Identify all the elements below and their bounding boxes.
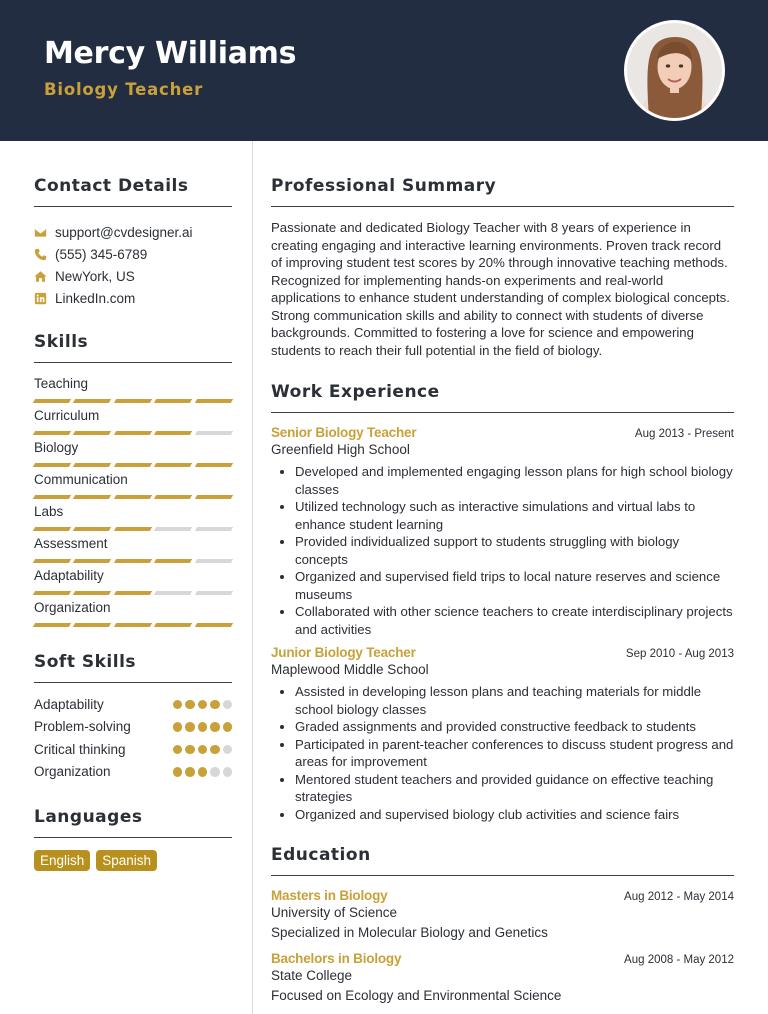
skill-level-bar bbox=[73, 527, 112, 531]
skills-section bbox=[34, 332, 232, 629]
skill-level-bar bbox=[33, 399, 72, 403]
skill-bars bbox=[34, 527, 232, 531]
section-title-education: Education bbox=[271, 845, 734, 876]
skill-level-bar bbox=[114, 431, 153, 435]
contact-phone[interactable] bbox=[34, 243, 232, 265]
soft-skill-dot bbox=[198, 700, 208, 710]
summary-section bbox=[271, 176, 734, 359]
contact-email[interactable] bbox=[34, 221, 232, 243]
soft-skill-dots bbox=[173, 745, 233, 755]
degree-title: Masters in Biology bbox=[271, 888, 388, 903]
soft-skill-dot bbox=[173, 767, 183, 777]
education-description: Focused on Ecology and Environmental Science bbox=[271, 988, 562, 1003]
soft-skill-dot bbox=[185, 700, 195, 710]
contact-location bbox=[34, 265, 232, 287]
soft-skill-item bbox=[34, 693, 232, 716]
candidate-title: Biology Teacher bbox=[44, 80, 204, 99]
job-bullet: • Developed and implemented engaging lesson plans for high school biology classes bbox=[295, 463, 734, 498]
skill-level-bar bbox=[194, 399, 233, 403]
soft-skill-dot bbox=[185, 722, 195, 732]
skill-label: Labs bbox=[34, 504, 64, 519]
contact-linkedin-text: LinkedIn.com bbox=[55, 290, 136, 306]
right-column bbox=[271, 141, 734, 1003]
skill-level-bar bbox=[194, 463, 233, 467]
skill-label: Assessment bbox=[34, 536, 108, 551]
soft-skills-section bbox=[34, 652, 232, 783]
skill-level-bar bbox=[154, 463, 193, 467]
soft-skill-dot bbox=[173, 745, 183, 755]
section-title-soft-skills: Soft Skills bbox=[34, 652, 232, 683]
candidate-name: Mercy Williams bbox=[44, 36, 297, 71]
job-bullet: • Mentored student teachers and provided guidance on effective teaching strategies bbox=[295, 771, 734, 806]
soft-skill-dot bbox=[210, 722, 220, 732]
soft-skill-dots bbox=[173, 722, 233, 732]
job-bullets bbox=[271, 683, 734, 823]
skill-level-bar bbox=[33, 495, 72, 499]
education-header bbox=[271, 951, 734, 966]
section-title-skills: Skills bbox=[34, 332, 232, 363]
skill-level-bar bbox=[194, 591, 233, 595]
soft-skill-item bbox=[34, 716, 232, 739]
soft-skill-item bbox=[34, 761, 232, 784]
education-date: Aug 2012 - May 2014 bbox=[624, 891, 734, 903]
skill-item bbox=[34, 405, 232, 437]
contact-list bbox=[34, 221, 232, 309]
envelope-icon bbox=[34, 226, 55, 239]
soft-skill-dot bbox=[198, 745, 208, 755]
job-bullet: • Provided individualized support to students struggling with biology concepts bbox=[295, 533, 734, 568]
skill-item bbox=[34, 597, 232, 629]
section-title-contact: Contact Details bbox=[34, 176, 232, 207]
soft-skill-dot bbox=[223, 722, 233, 732]
soft-skill-dot bbox=[223, 767, 233, 777]
soft-skill-dot bbox=[198, 722, 208, 732]
soft-skill-dot bbox=[173, 700, 183, 710]
job-date: Aug 2013 - Present bbox=[634, 428, 734, 440]
contact-phone-text: (555) 345-6789 bbox=[55, 246, 148, 262]
school-name: University of Science bbox=[271, 905, 398, 920]
education-entry bbox=[271, 951, 734, 1003]
language-badge: Spanish bbox=[96, 850, 157, 871]
section-title-experience: Work Experience bbox=[271, 382, 734, 413]
skill-level-bar bbox=[73, 623, 112, 627]
resume-header bbox=[0, 0, 768, 141]
skill-level-bar bbox=[194, 559, 233, 563]
soft-skill-dot bbox=[210, 700, 220, 710]
soft-skill-label: Organization bbox=[34, 764, 111, 780]
contact-email-text: support@cvdesigner.ai bbox=[55, 224, 193, 240]
skill-level-bar bbox=[114, 463, 153, 467]
education-section bbox=[271, 845, 734, 1003]
skill-level-bar bbox=[73, 591, 112, 595]
skill-level-bar bbox=[114, 591, 153, 595]
skill-level-bar bbox=[114, 495, 153, 499]
skill-bars bbox=[34, 623, 232, 627]
skill-label: Organization bbox=[34, 600, 111, 615]
profile-photo bbox=[627, 23, 722, 118]
skill-item bbox=[34, 469, 232, 501]
skill-level-bar bbox=[33, 559, 72, 563]
skill-level-bar bbox=[73, 463, 112, 467]
contact-section bbox=[34, 176, 232, 309]
skill-item bbox=[34, 533, 232, 565]
skill-bars bbox=[34, 559, 232, 563]
skill-item bbox=[34, 501, 232, 533]
skill-level-bar bbox=[73, 399, 112, 403]
job-organization: Greenfield High School bbox=[271, 442, 410, 457]
soft-skill-dot bbox=[210, 767, 220, 777]
skill-bars bbox=[34, 399, 232, 403]
soft-skill-dot bbox=[210, 745, 220, 755]
skill-label: Adaptability bbox=[34, 568, 104, 583]
linkedin-icon bbox=[34, 292, 55, 305]
job-title: Junior Biology Teacher bbox=[271, 645, 416, 660]
skill-level-bar bbox=[73, 431, 112, 435]
job-bullet: • Organized and supervised field trips to local nature reserves and science museums bbox=[295, 568, 734, 603]
skills-list bbox=[34, 373, 232, 629]
skill-item bbox=[34, 437, 232, 469]
skill-level-bar bbox=[154, 399, 193, 403]
home-icon bbox=[34, 270, 55, 283]
skill-level-bar bbox=[154, 495, 193, 499]
soft-skill-label: Problem-solving bbox=[34, 719, 131, 735]
skill-bars bbox=[34, 463, 232, 467]
job-title: Senior Biology Teacher bbox=[271, 425, 417, 440]
skill-level-bar bbox=[33, 527, 72, 531]
education-header bbox=[271, 888, 734, 903]
job-entry bbox=[271, 425, 734, 638]
soft-skill-dot bbox=[185, 745, 195, 755]
job-bullet: • Collaborated with other science teachers to create interdisciplinary projects and activities bbox=[295, 603, 734, 638]
skill-level-bar bbox=[33, 591, 72, 595]
column-divider bbox=[252, 141, 253, 1014]
skill-level-bar bbox=[33, 623, 72, 627]
job-bullets bbox=[271, 463, 734, 638]
experience-section bbox=[271, 382, 734, 823]
job-bullet: • Participated in parent-teacher conferences to discuss student progress and areas for improvement bbox=[295, 736, 734, 771]
skill-bars bbox=[34, 495, 232, 499]
left-column bbox=[34, 141, 232, 871]
skill-level-bar bbox=[194, 495, 233, 499]
skill-level-bar bbox=[33, 463, 72, 467]
job-header bbox=[271, 425, 734, 440]
skill-level-bar bbox=[33, 431, 72, 435]
skill-bars bbox=[34, 431, 232, 435]
section-title-languages: Languages bbox=[34, 807, 232, 838]
skill-level-bar bbox=[73, 559, 112, 563]
skill-level-bar bbox=[154, 559, 193, 563]
language-badge: English bbox=[34, 850, 90, 871]
job-header bbox=[271, 645, 734, 660]
skill-level-bar bbox=[114, 623, 153, 627]
skill-level-bar bbox=[114, 527, 153, 531]
skill-item bbox=[34, 565, 232, 597]
languages-list bbox=[34, 850, 232, 871]
phone-icon bbox=[34, 248, 55, 261]
skill-bars bbox=[34, 591, 232, 595]
skill-label: Communication bbox=[34, 472, 128, 487]
avatar bbox=[624, 20, 725, 121]
summary-text: Passionate and dedicated Biology Teacher with 8 years of experience in creating engaging and interactive learning environments. Proven track record of improving student test scores by 20% through innovative teaching methods. Recognized for implementing hands-on experiments and real-world applications to enhance student understanding of complex biological concepts. Strong communication skills and ability to connect with students of diverse backgrounds. Committed to fostering a love for science and empowering students to reach their full potential in the field of biology. bbox=[271, 220, 730, 358]
skill-level-bar bbox=[114, 559, 153, 563]
skill-level-bar bbox=[114, 399, 153, 403]
skill-level-bar bbox=[154, 527, 193, 531]
skill-level-bar bbox=[73, 495, 112, 499]
soft-skills-list bbox=[34, 693, 232, 783]
soft-skill-label: Adaptability bbox=[34, 696, 104, 712]
soft-skill-label: Critical thinking bbox=[34, 741, 126, 757]
job-date: Sep 2010 - Aug 2013 bbox=[625, 648, 734, 660]
skill-level-bar bbox=[194, 527, 233, 531]
skill-label: Biology bbox=[34, 440, 79, 455]
soft-skill-dot bbox=[223, 700, 233, 710]
education-description: Specialized in Molecular Biology and Genetics bbox=[271, 925, 548, 940]
skill-label: Teaching bbox=[34, 376, 89, 391]
skill-level-bar bbox=[194, 431, 233, 435]
job-bullet: • Assisted in developing lesson plans and teaching materials for middle school biology classes bbox=[295, 683, 734, 718]
languages-section bbox=[34, 807, 232, 871]
skill-level-bar bbox=[154, 623, 193, 627]
job-bullet: • Graded assignments and provided constructive feedback to students bbox=[295, 718, 734, 736]
soft-skill-dots bbox=[173, 767, 233, 777]
soft-skill-dot bbox=[223, 745, 233, 755]
contact-location-text: NewYork, US bbox=[55, 268, 135, 284]
soft-skill-dot bbox=[185, 767, 195, 777]
soft-skill-dots bbox=[173, 700, 233, 710]
section-title-summary: Professional Summary bbox=[271, 176, 734, 207]
job-bullet: • Organized and supervised biology club activities and science fairs bbox=[295, 806, 734, 824]
soft-skill-item bbox=[34, 738, 232, 761]
skill-item bbox=[34, 373, 232, 405]
education-date: Aug 2008 - May 2012 bbox=[624, 954, 734, 966]
degree-title: Bachelors in Biology bbox=[271, 951, 402, 966]
education-entry bbox=[271, 888, 734, 940]
job-organization: Maplewood Middle School bbox=[271, 662, 429, 677]
skill-level-bar bbox=[194, 623, 233, 627]
job-entry bbox=[271, 645, 734, 823]
contact-linkedin[interactable] bbox=[34, 287, 232, 309]
soft-skill-dot bbox=[198, 767, 208, 777]
soft-skill-dot bbox=[173, 722, 183, 732]
school-name: State College bbox=[271, 968, 353, 983]
job-bullet: • Utilized technology such as interactive simulations and virtual labs to enhance student learning bbox=[295, 498, 734, 533]
skill-level-bar bbox=[154, 591, 193, 595]
skill-level-bar bbox=[154, 431, 193, 435]
skill-label: Curriculum bbox=[34, 408, 100, 423]
